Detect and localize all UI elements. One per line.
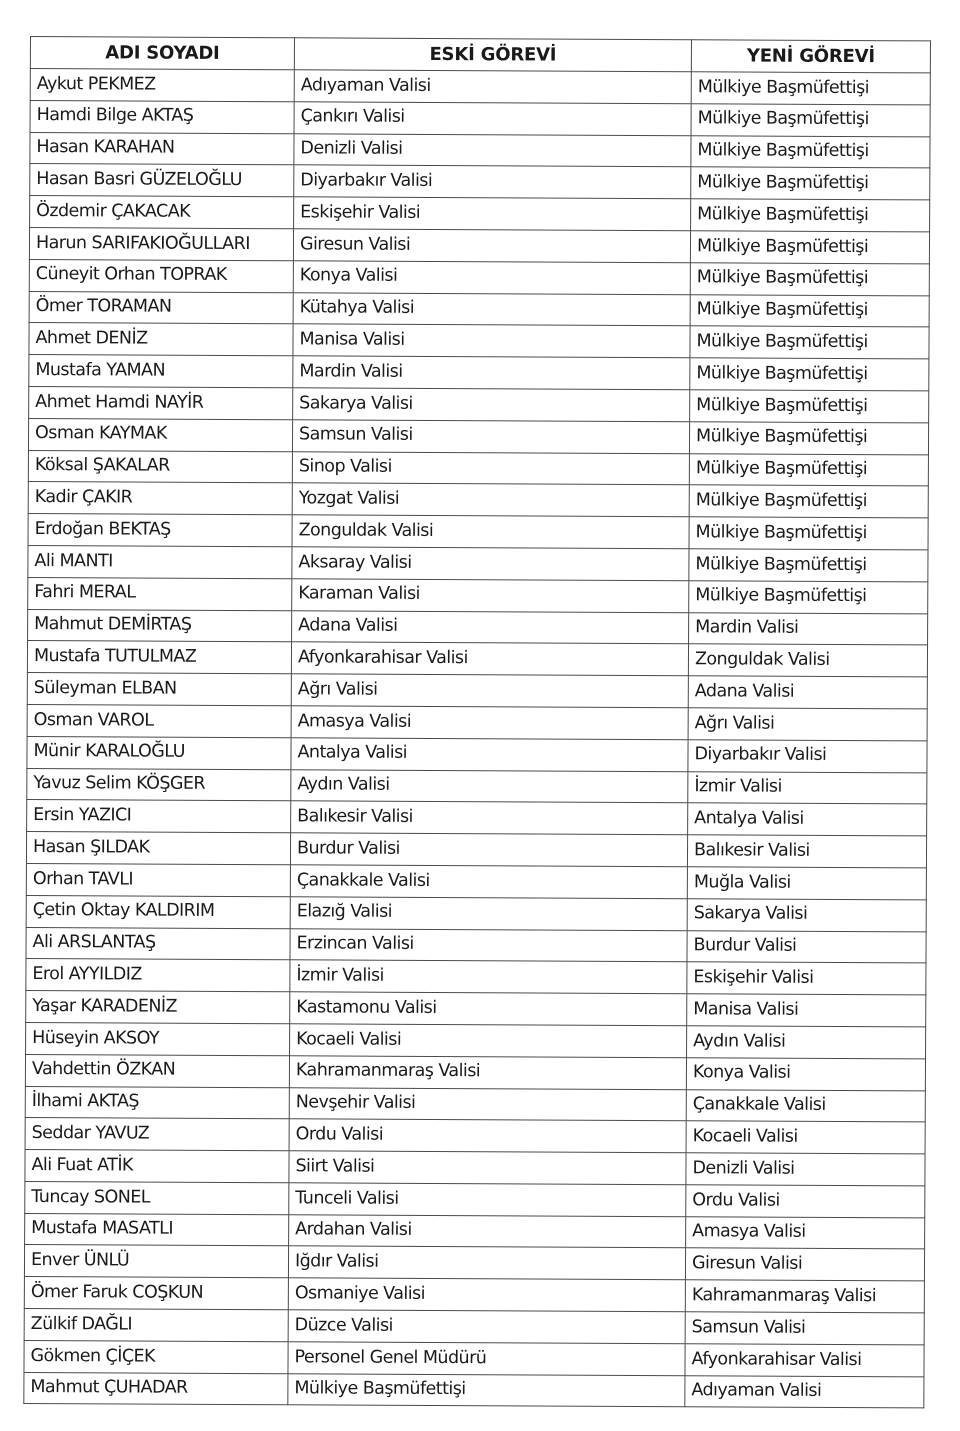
cell-old-post: Çanakkale Valisi xyxy=(290,865,687,899)
cell-new-post: Çanakkale Valisi xyxy=(686,1089,925,1122)
cell-old-post: Osmaniye Valisi xyxy=(288,1278,685,1312)
cell-new-post: Ordu Valisi xyxy=(686,1185,925,1218)
table-row xyxy=(28,609,928,645)
cell-new-post: Mülkiye Başmüfettişi xyxy=(689,580,928,613)
cell-old-post: Samsun Valisi xyxy=(292,420,689,454)
cell-old-post: Çankırı Valisi xyxy=(294,102,691,136)
table-row xyxy=(28,514,928,550)
cell-name: Mustafa TUTULMAZ xyxy=(27,641,291,674)
cell-name: Ali Fuat ATİK xyxy=(25,1150,289,1183)
cell-name: Osman KAYMAK xyxy=(28,418,292,451)
table-row xyxy=(25,1054,925,1090)
cell-old-post: Balıkesir Valisi xyxy=(291,801,688,835)
cell-old-post: Nevşehir Valisi xyxy=(289,1087,686,1121)
cell-new-post: Giresun Valisi xyxy=(685,1248,924,1281)
cell-name: Münir KARALOĞLU xyxy=(27,736,291,769)
table-row xyxy=(24,1372,924,1408)
cell-name: Seddar YAVUZ xyxy=(25,1118,289,1151)
table-row xyxy=(25,1118,925,1154)
table-row xyxy=(26,1022,926,1058)
cell-new-post: Manisa Valisi xyxy=(687,994,926,1027)
cell-name: Ahmet Hamdi NAYİR xyxy=(29,386,293,419)
table-header-row xyxy=(30,37,930,73)
cell-old-post: Kütahya Valisi xyxy=(293,292,690,326)
cell-name: Köksal ŞAKALAR xyxy=(28,450,292,483)
cell-old-post: Mardin Valisi xyxy=(293,356,690,390)
cell-name: Harun SARIFAKIOĞULLARI xyxy=(29,227,293,260)
cell-old-post: Zonguldak Valisi xyxy=(292,515,689,549)
cell-new-post: Antalya Valisi xyxy=(688,803,927,836)
cell-new-post: Zonguldak Valisi xyxy=(688,644,927,677)
table-row xyxy=(24,1340,924,1376)
cell-old-post: Iğdır Valisi xyxy=(288,1246,685,1280)
cell-new-post: Mülkiye Başmüfettişi xyxy=(691,167,930,200)
header-name: ADI SOYADI xyxy=(30,37,294,70)
cell-name: Özdemir ÇAKACAK xyxy=(30,196,294,229)
table-row xyxy=(29,227,929,263)
cell-new-post: Mülkiye Başmüfettişi xyxy=(689,549,928,582)
cell-name: Fahri MERAL xyxy=(28,577,292,610)
table-row xyxy=(26,959,926,995)
cell-name: Süleyman ELBAN xyxy=(27,673,291,706)
table-row xyxy=(27,641,927,677)
cell-name: Enver ÜNLÜ xyxy=(24,1245,288,1278)
table-row xyxy=(29,355,929,391)
table-row xyxy=(29,259,929,295)
table-row xyxy=(28,418,928,454)
cell-old-post: Afyonkarahisar Valisi xyxy=(291,642,688,676)
cell-old-post: Sinop Valisi xyxy=(292,451,689,485)
table-row xyxy=(29,323,929,359)
cell-old-post: Mülkiye Başmüfettişi xyxy=(288,1373,685,1407)
cell-new-post: İzmir Valisi xyxy=(688,771,927,804)
cell-old-post: Tunceli Valisi xyxy=(289,1183,686,1217)
cell-name: Erdoğan BEKTAŞ xyxy=(28,514,292,547)
table-row xyxy=(30,196,930,232)
cell-name: Ahmet DENİZ xyxy=(29,323,293,356)
table-row xyxy=(27,673,927,709)
cell-name: Çetin Oktay KALDIRIM xyxy=(26,895,290,928)
cell-old-post: Personel Genel Müdürü xyxy=(288,1342,685,1376)
cell-name: Mustafa YAMAN xyxy=(29,355,293,388)
cell-old-post: Eskişehir Valisi xyxy=(294,197,691,231)
table-row xyxy=(24,1309,924,1345)
cell-new-post: Mülkiye Başmüfettişi xyxy=(690,390,929,423)
cell-new-post: Konya Valisi xyxy=(686,1057,925,1090)
cell-old-post: Ağrı Valisi xyxy=(291,674,688,708)
cell-old-post: Siirt Valisi xyxy=(289,1151,686,1185)
scanned-document xyxy=(23,36,930,1409)
table-row xyxy=(25,1086,925,1122)
cell-old-post: Konya Valisi xyxy=(293,261,690,295)
cell-new-post: Burdur Valisi xyxy=(687,930,926,963)
cell-new-post: Denizli Valisi xyxy=(686,1153,925,1186)
table-row xyxy=(30,69,930,105)
cell-new-post: Mülkiye Başmüfettişi xyxy=(691,72,930,105)
cell-new-post: Mardin Valisi xyxy=(689,612,928,645)
cell-new-post: Mülkiye Başmüfettişi xyxy=(691,199,930,232)
cell-new-post: Mülkiye Başmüfettişi xyxy=(691,135,930,168)
cell-name: Erol AYYILDIZ xyxy=(26,959,290,992)
table-row xyxy=(26,927,926,963)
cell-new-post: Mülkiye Başmüfettişi xyxy=(691,104,930,137)
table-row xyxy=(30,164,930,200)
cell-new-post: Eskişehir Valisi xyxy=(687,962,926,995)
cell-old-post: Sakarya Valisi xyxy=(293,388,690,422)
cell-new-post: Mülkiye Başmüfettişi xyxy=(689,517,928,550)
cell-old-post: Düzce Valisi xyxy=(288,1310,685,1344)
cell-name: Ömer Faruk COŞKUN xyxy=(24,1277,288,1310)
cell-old-post: Aydın Valisi xyxy=(291,769,688,803)
header-new-post: YENİ GÖREVİ xyxy=(691,40,930,73)
cell-name: Yavuz Selim KÖŞGER xyxy=(27,768,291,801)
cell-old-post: Kastamonu Valisi xyxy=(290,992,687,1026)
cell-old-post: Amasya Valisi xyxy=(291,706,688,740)
cell-old-post: Ordu Valisi xyxy=(289,1119,686,1153)
cell-new-post: Mülkiye Başmüfettişi xyxy=(689,453,928,486)
table-row xyxy=(29,386,929,422)
table-row xyxy=(28,482,928,518)
appointments-table xyxy=(23,36,931,1409)
table-row xyxy=(28,450,928,486)
cell-name: Tuncay SONEL xyxy=(25,1181,289,1214)
cell-name: Ali ARSLANTAŞ xyxy=(26,927,290,960)
table-row xyxy=(26,863,926,899)
table-row xyxy=(28,577,928,613)
cell-name: Mahmut DEMİRTAŞ xyxy=(28,609,292,642)
cell-old-post: Yozgat Valisi xyxy=(292,483,689,517)
cell-new-post: Sakarya Valisi xyxy=(687,898,926,931)
cell-name: Aykut PEKMEZ xyxy=(30,69,294,102)
cell-name: Hasan ŞILDAK xyxy=(26,832,290,865)
cell-old-post: Adana Valisi xyxy=(292,610,689,644)
cell-old-post: Adıyaman Valisi xyxy=(294,70,691,104)
cell-name: Orhan TAVLI xyxy=(26,863,290,896)
table-row xyxy=(25,1150,925,1186)
cell-old-post: Diyarbakır Valisi xyxy=(294,165,691,199)
table-row xyxy=(27,704,927,740)
cell-old-post: Antalya Valisi xyxy=(291,738,688,772)
table-row xyxy=(25,1213,925,1249)
cell-new-post: Mülkiye Başmüfettişi xyxy=(690,358,929,391)
cell-new-post: Mülkiye Başmüfettişi xyxy=(690,326,929,359)
cell-new-post: Mülkiye Başmüfettişi xyxy=(690,263,929,296)
cell-name: Cüneyit Orhan TOPRAK xyxy=(29,259,293,292)
cell-old-post: Aksaray Valisi xyxy=(292,547,689,581)
cell-new-post: Aydın Valisi xyxy=(687,1026,926,1059)
cell-name: Kadir ÇAKIR xyxy=(28,482,292,515)
table-row xyxy=(26,895,926,931)
cell-new-post: Amasya Valisi xyxy=(686,1216,925,1249)
cell-new-post: Mülkiye Başmüfettişi xyxy=(690,231,929,264)
table-body xyxy=(24,69,931,1409)
cell-old-post: Erzincan Valisi xyxy=(290,928,687,962)
cell-old-post: Elazığ Valisi xyxy=(290,897,687,931)
cell-name: Hüseyin AKSOY xyxy=(26,1022,290,1055)
table-row xyxy=(27,736,927,772)
cell-old-post: Ardahan Valisi xyxy=(289,1214,686,1248)
cell-new-post: Balıkesir Valisi xyxy=(687,835,926,868)
cell-new-post: Afyonkarahisar Valisi xyxy=(685,1344,924,1377)
cell-name: Mahmut ÇUHADAR xyxy=(24,1372,288,1405)
cell-new-post: Diyarbakır Valisi xyxy=(688,739,927,772)
table-row xyxy=(29,291,929,327)
table-row xyxy=(25,1181,925,1217)
table-row xyxy=(30,132,930,168)
cell-name: Hasan Basri GÜZELOĞLU xyxy=(30,164,294,197)
cell-name: İlhami AKTAŞ xyxy=(25,1086,289,1119)
table-row xyxy=(26,832,926,868)
cell-old-post: Giresun Valisi xyxy=(293,229,690,263)
table-row xyxy=(27,768,927,804)
cell-new-post: Kahramanmaraş Valisi xyxy=(685,1280,924,1313)
cell-old-post: Denizli Valisi xyxy=(294,133,691,167)
table-row xyxy=(26,991,926,1027)
cell-new-post: Samsun Valisi xyxy=(685,1312,924,1345)
table-row xyxy=(24,1245,924,1281)
table-row xyxy=(30,100,930,136)
cell-new-post: Adana Valisi xyxy=(688,676,927,709)
cell-new-post: Muğla Valisi xyxy=(687,867,926,900)
cell-name: Yaşar KARADENİZ xyxy=(26,991,290,1024)
cell-new-post: Ağrı Valisi xyxy=(688,708,927,741)
cell-name: Gökmen ÇİÇEK xyxy=(24,1340,288,1373)
cell-old-post: Kahramanmaraş Valisi xyxy=(289,1055,686,1089)
cell-name: Hamdi Bilge AKTAŞ xyxy=(30,100,294,133)
cell-name: Ersin YAZICI xyxy=(27,800,291,833)
cell-name: Vahdettin ÖZKAN xyxy=(25,1054,289,1087)
cell-new-post: Mülkiye Başmüfettişi xyxy=(690,294,929,327)
cell-name: Osman VAROL xyxy=(27,704,291,737)
cell-name: Ömer TORAMAN xyxy=(29,291,293,324)
cell-new-post: Mülkiye Başmüfettişi xyxy=(689,485,928,518)
cell-name: Ali MANTI xyxy=(28,545,292,578)
table-row xyxy=(24,1277,924,1313)
cell-new-post: Kocaeli Valisi xyxy=(686,1121,925,1154)
cell-name: Zülkif DAĞLI xyxy=(24,1309,288,1342)
header-old-post: ESKİ GÖREVİ xyxy=(294,38,691,72)
cell-name: Mustafa MASATLI xyxy=(25,1213,289,1246)
cell-old-post: Burdur Valisi xyxy=(290,833,687,867)
cell-old-post: Kocaeli Valisi xyxy=(290,1024,687,1058)
cell-new-post: Adıyaman Valisi xyxy=(685,1375,924,1408)
table-row xyxy=(27,800,927,836)
cell-old-post: Karaman Valisi xyxy=(292,579,689,613)
table-row xyxy=(28,545,928,581)
cell-name: Hasan KARAHAN xyxy=(30,132,294,165)
cell-old-post: İzmir Valisi xyxy=(290,960,687,994)
cell-old-post: Manisa Valisi xyxy=(293,324,690,358)
cell-new-post: Mülkiye Başmüfettişi xyxy=(689,421,928,454)
